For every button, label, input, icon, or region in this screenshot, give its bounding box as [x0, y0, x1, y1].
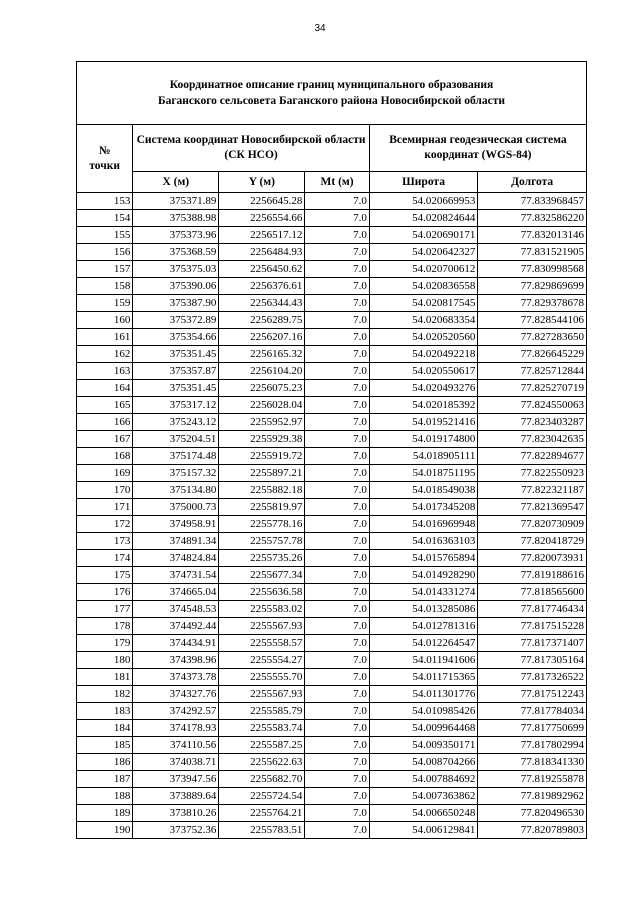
table-title	[77, 62, 587, 125]
latitude-value: 54.020185392	[369, 397, 478, 414]
y-value: 2255952.97	[219, 414, 305, 431]
longitude-value: 77.829869699	[478, 278, 587, 295]
page-number: 34	[314, 23, 326, 34]
longitude-value: 77.817746434	[478, 601, 587, 618]
mt-value: 7.0	[305, 346, 370, 363]
latitude-value: 54.012781316	[369, 618, 478, 635]
mt-value: 7.0	[305, 499, 370, 516]
x-value: 375351.45	[133, 380, 219, 397]
point-number: 168	[77, 448, 133, 465]
mt-value: 7.0	[305, 635, 370, 652]
latitude-value: 54.018549038	[369, 482, 478, 499]
point-number: 166	[77, 414, 133, 431]
x-value: 375390.06	[133, 278, 219, 295]
y-value: 2255636.58	[219, 584, 305, 601]
point-number: 163	[77, 363, 133, 380]
mt-value: 7.0	[305, 363, 370, 380]
mt-value: 7.0	[305, 550, 370, 567]
table-row	[77, 754, 587, 771]
mt-value: 7.0	[305, 380, 370, 397]
table-row	[77, 618, 587, 635]
longitude-value: 77.820730909	[478, 516, 587, 533]
longitude-value: 77.818565600	[478, 584, 587, 601]
longitude-value: 77.820073931	[478, 550, 587, 567]
latitude-value: 54.020683354	[369, 312, 478, 329]
x-value: 375371.89	[133, 193, 219, 210]
y-value: 2255677.34	[219, 567, 305, 584]
mt-value: 7.0	[305, 703, 370, 720]
latitude-value: 54.006650248	[369, 805, 478, 822]
table-row	[77, 210, 587, 227]
x-value: 374178.93	[133, 720, 219, 737]
table-row	[77, 584, 587, 601]
point-number: 162	[77, 346, 133, 363]
mt-value: 7.0	[305, 669, 370, 686]
mt-value: 7.0	[305, 805, 370, 822]
table-body	[77, 193, 587, 839]
x-value: 374327.76	[133, 686, 219, 703]
header-longitude: Долгота	[478, 172, 587, 193]
table-row	[77, 465, 587, 482]
point-number: 187	[77, 771, 133, 788]
x-value: 374292.57	[133, 703, 219, 720]
y-value: 2256344.43	[219, 295, 305, 312]
longitude-value: 77.832586220	[478, 210, 587, 227]
point-number: 154	[77, 210, 133, 227]
table-row	[77, 414, 587, 431]
longitude-value: 77.827283650	[478, 329, 587, 346]
point-number: 182	[77, 686, 133, 703]
y-value: 2256028.04	[219, 397, 305, 414]
longitude-value: 77.817802994	[478, 737, 587, 754]
point-number: 181	[77, 669, 133, 686]
y-value: 2255783.51	[219, 822, 305, 839]
point-number: 165	[77, 397, 133, 414]
longitude-value: 77.828544106	[478, 312, 587, 329]
longitude-value: 77.820789803	[478, 822, 587, 839]
latitude-value: 54.009964468	[369, 720, 478, 737]
y-value: 2255757.78	[219, 533, 305, 550]
mt-value: 7.0	[305, 278, 370, 295]
longitude-value: 77.819892962	[478, 788, 587, 805]
longitude-value: 77.822894677	[478, 448, 587, 465]
y-value: 2255587.25	[219, 737, 305, 754]
longitude-value: 77.831521905	[478, 244, 587, 261]
y-value: 2255682.70	[219, 771, 305, 788]
x-value: 374958.91	[133, 516, 219, 533]
coordinates-table	[76, 61, 587, 839]
table-row	[77, 482, 587, 499]
longitude-value: 77.818341330	[478, 754, 587, 771]
y-value: 2255585.79	[219, 703, 305, 720]
longitude-value: 77.817784034	[478, 703, 587, 720]
table-row	[77, 431, 587, 448]
longitude-value: 77.825270719	[478, 380, 587, 397]
latitude-value: 54.019521416	[369, 414, 478, 431]
header-wgs-system: Всемирная геодезическая система координат (WGS-84)	[369, 125, 586, 172]
y-value: 2256554.66	[219, 210, 305, 227]
mt-value: 7.0	[305, 720, 370, 737]
x-value: 374373.78	[133, 669, 219, 686]
point-number: 156	[77, 244, 133, 261]
point-number: 167	[77, 431, 133, 448]
header-point-number-symbol: №	[98, 144, 111, 157]
longitude-value: 77.817326522	[478, 669, 587, 686]
header-point-number	[77, 125, 133, 193]
x-value: 375134.80	[133, 482, 219, 499]
x-value: 374492.44	[133, 618, 219, 635]
table-row	[77, 448, 587, 465]
x-value: 374548.53	[133, 601, 219, 618]
table-row	[77, 601, 587, 618]
point-number: 164	[77, 380, 133, 397]
latitude-value: 54.009350171	[369, 737, 478, 754]
point-number: 184	[77, 720, 133, 737]
y-value: 2255882.18	[219, 482, 305, 499]
header-mt: Mt (м)	[305, 172, 370, 193]
longitude-value: 77.826645229	[478, 346, 587, 363]
point-number: 157	[77, 261, 133, 278]
longitude-value: 77.829378678	[478, 295, 587, 312]
mt-value: 7.0	[305, 227, 370, 244]
point-number: 179	[77, 635, 133, 652]
header-y: Y (м)	[219, 172, 305, 193]
longitude-value: 77.830998568	[478, 261, 587, 278]
mt-value: 7.0	[305, 771, 370, 788]
longitude-value: 77.822321187	[478, 482, 587, 499]
point-number: 173	[77, 533, 133, 550]
latitude-value: 54.020550617	[369, 363, 478, 380]
mt-value: 7.0	[305, 448, 370, 465]
point-number: 153	[77, 193, 133, 210]
point-number: 174	[77, 550, 133, 567]
y-value: 2256645.28	[219, 193, 305, 210]
mt-value: 7.0	[305, 686, 370, 703]
x-value: 374038.71	[133, 754, 219, 771]
point-number: 175	[77, 567, 133, 584]
latitude-value: 54.008704266	[369, 754, 478, 771]
x-value: 374891.34	[133, 533, 219, 550]
table-row	[77, 244, 587, 261]
table-row	[77, 329, 587, 346]
mt-value: 7.0	[305, 652, 370, 669]
longitude-value: 77.817512243	[478, 686, 587, 703]
longitude-value: 77.820418729	[478, 533, 587, 550]
longitude-value: 77.822550923	[478, 465, 587, 482]
y-value: 2256289.75	[219, 312, 305, 329]
mt-value: 7.0	[305, 618, 370, 635]
longitude-value: 77.821369547	[478, 499, 587, 516]
y-value: 2255819.97	[219, 499, 305, 516]
mt-value: 7.0	[305, 329, 370, 346]
x-value: 375388.98	[133, 210, 219, 227]
latitude-value: 54.014928290	[369, 567, 478, 584]
y-value: 2255897.21	[219, 465, 305, 482]
point-number: 186	[77, 754, 133, 771]
latitude-value: 54.012264547	[369, 635, 478, 652]
table-row	[77, 822, 587, 839]
table-row	[77, 567, 587, 584]
latitude-value: 54.018905111	[369, 448, 478, 465]
latitude-value: 54.006129841	[369, 822, 478, 839]
title-line-1: Координатное описание границ муниципального образования	[169, 79, 494, 91]
y-value: 2256376.61	[219, 278, 305, 295]
table-row	[77, 295, 587, 312]
y-value: 2255583.74	[219, 720, 305, 737]
latitude-value: 54.020824644	[369, 210, 478, 227]
x-value: 374824.84	[133, 550, 219, 567]
mt-value: 7.0	[305, 193, 370, 210]
latitude-value: 54.015765894	[369, 550, 478, 567]
point-number: 185	[77, 737, 133, 754]
x-value: 374110.56	[133, 737, 219, 754]
latitude-value: 54.016969948	[369, 516, 478, 533]
x-value: 373752.36	[133, 822, 219, 839]
x-value: 375000.73	[133, 499, 219, 516]
longitude-value: 77.833968457	[478, 193, 587, 210]
x-value: 375204.51	[133, 431, 219, 448]
table-row	[77, 720, 587, 737]
table-row	[77, 261, 587, 278]
point-number: 169	[77, 465, 133, 482]
mt-value: 7.0	[305, 261, 370, 278]
latitude-value: 54.007363862	[369, 788, 478, 805]
point-number: 158	[77, 278, 133, 295]
longitude-value: 77.823042635	[478, 431, 587, 448]
mt-value: 7.0	[305, 601, 370, 618]
mt-value: 7.0	[305, 244, 370, 261]
point-number: 178	[77, 618, 133, 635]
y-value: 2256450.62	[219, 261, 305, 278]
table-row	[77, 788, 587, 805]
point-number: 160	[77, 312, 133, 329]
table-row	[77, 703, 587, 720]
latitude-value: 54.020669953	[369, 193, 478, 210]
x-value: 373947.56	[133, 771, 219, 788]
table-row	[77, 227, 587, 244]
y-value: 2255558.57	[219, 635, 305, 652]
point-number: 183	[77, 703, 133, 720]
table-row	[77, 312, 587, 329]
x-value: 374434.91	[133, 635, 219, 652]
latitude-value: 54.011715365	[369, 669, 478, 686]
mt-value: 7.0	[305, 295, 370, 312]
longitude-value: 77.832013146	[478, 227, 587, 244]
mt-value: 7.0	[305, 788, 370, 805]
table-row	[77, 652, 587, 669]
point-number: 189	[77, 805, 133, 822]
longitude-value: 77.817515228	[478, 618, 587, 635]
x-value: 375157.32	[133, 465, 219, 482]
longitude-value: 77.817750699	[478, 720, 587, 737]
latitude-value: 54.020492218	[369, 346, 478, 363]
table-row	[77, 499, 587, 516]
y-value: 2256207.16	[219, 329, 305, 346]
x-value: 375357.87	[133, 363, 219, 380]
header-point-number-label: точки	[89, 159, 120, 172]
y-value: 2255555.70	[219, 669, 305, 686]
point-number: 170	[77, 482, 133, 499]
mt-value: 7.0	[305, 567, 370, 584]
table-row	[77, 805, 587, 822]
x-value: 375317.12	[133, 397, 219, 414]
x-value: 373810.26	[133, 805, 219, 822]
latitude-value: 54.014331274	[369, 584, 478, 601]
longitude-value: 77.824550063	[478, 397, 587, 414]
longitude-value: 77.817305164	[478, 652, 587, 669]
mt-value: 7.0	[305, 431, 370, 448]
point-number: 176	[77, 584, 133, 601]
table-row	[77, 397, 587, 414]
point-number: 155	[77, 227, 133, 244]
latitude-value: 54.007884692	[369, 771, 478, 788]
y-value: 2256484.93	[219, 244, 305, 261]
longitude-value: 77.819255878	[478, 771, 587, 788]
point-number: 190	[77, 822, 133, 839]
longitude-value: 77.820496530	[478, 805, 587, 822]
mt-value: 7.0	[305, 482, 370, 499]
point-number: 171	[77, 499, 133, 516]
table-row	[77, 669, 587, 686]
latitude-value: 54.020642327	[369, 244, 478, 261]
y-value: 2255567.93	[219, 618, 305, 635]
mt-value: 7.0	[305, 516, 370, 533]
x-value: 374398.96	[133, 652, 219, 669]
y-value: 2255583.02	[219, 601, 305, 618]
mt-value: 7.0	[305, 533, 370, 550]
latitude-value: 54.017345208	[369, 499, 478, 516]
longitude-value: 77.823403287	[478, 414, 587, 431]
mt-value: 7.0	[305, 397, 370, 414]
y-value: 2255919.72	[219, 448, 305, 465]
longitude-value: 77.817371407	[478, 635, 587, 652]
x-value: 374731.54	[133, 567, 219, 584]
x-value: 375368.59	[133, 244, 219, 261]
mt-value: 7.0	[305, 754, 370, 771]
y-value: 2256104.20	[219, 363, 305, 380]
x-value: 373889.64	[133, 788, 219, 805]
y-value: 2255724.54	[219, 788, 305, 805]
y-value: 2256075.23	[219, 380, 305, 397]
point-number: 161	[77, 329, 133, 346]
mt-value: 7.0	[305, 822, 370, 839]
latitude-value: 54.020817545	[369, 295, 478, 312]
y-value: 2255554.27	[219, 652, 305, 669]
latitude-value: 54.019174800	[369, 431, 478, 448]
point-number: 177	[77, 601, 133, 618]
latitude-value: 54.020493276	[369, 380, 478, 397]
y-value: 2255567.93	[219, 686, 305, 703]
x-value: 375243.12	[133, 414, 219, 431]
mt-value: 7.0	[305, 414, 370, 431]
mt-value: 7.0	[305, 210, 370, 227]
latitude-value: 54.020700612	[369, 261, 478, 278]
point-number: 180	[77, 652, 133, 669]
table-row	[77, 278, 587, 295]
longitude-value: 77.819188616	[478, 567, 587, 584]
x-value: 374665.04	[133, 584, 219, 601]
y-value: 2255622.63	[219, 754, 305, 771]
table-row	[77, 686, 587, 703]
mt-value: 7.0	[305, 737, 370, 754]
point-number: 172	[77, 516, 133, 533]
x-value: 375373.96	[133, 227, 219, 244]
latitude-value: 54.020836558	[369, 278, 478, 295]
latitude-value: 54.020520560	[369, 329, 478, 346]
y-value: 2256517.12	[219, 227, 305, 244]
longitude-value: 77.825712844	[478, 363, 587, 380]
mt-value: 7.0	[305, 465, 370, 482]
y-value: 2256165.32	[219, 346, 305, 363]
table-row	[77, 193, 587, 210]
point-number: 188	[77, 788, 133, 805]
x-value: 375354.66	[133, 329, 219, 346]
table-row	[77, 533, 587, 550]
y-value: 2255735.26	[219, 550, 305, 567]
y-value: 2255764.21	[219, 805, 305, 822]
table-row	[77, 635, 587, 652]
title-line-2: Баганского сельсовета Баганского района Новосибирской области	[157, 95, 506, 107]
mt-value: 7.0	[305, 312, 370, 329]
table-row	[77, 363, 587, 380]
latitude-value: 54.011301776	[369, 686, 478, 703]
table-row	[77, 737, 587, 754]
header-latitude: Широта	[369, 172, 478, 193]
latitude-value: 54.013285086	[369, 601, 478, 618]
x-value: 375375.03	[133, 261, 219, 278]
y-value: 2255778.16	[219, 516, 305, 533]
latitude-value: 54.011941606	[369, 652, 478, 669]
x-value: 375174.48	[133, 448, 219, 465]
header-x: X (м)	[133, 172, 219, 193]
point-number: 159	[77, 295, 133, 312]
table-row	[77, 771, 587, 788]
table-row	[77, 380, 587, 397]
latitude-value: 54.016363103	[369, 533, 478, 550]
x-value: 375387.90	[133, 295, 219, 312]
x-value: 375351.45	[133, 346, 219, 363]
mt-value: 7.0	[305, 584, 370, 601]
x-value: 375372.89	[133, 312, 219, 329]
latitude-value: 54.020690171	[369, 227, 478, 244]
table-row	[77, 516, 587, 533]
table-row	[77, 550, 587, 567]
latitude-value: 54.018751195	[369, 465, 478, 482]
y-value: 2255929.38	[219, 431, 305, 448]
latitude-value: 54.010985426	[369, 703, 478, 720]
table-row	[77, 346, 587, 363]
header-local-system: Система координат Новосибирской области (СК НСО)	[133, 125, 370, 172]
